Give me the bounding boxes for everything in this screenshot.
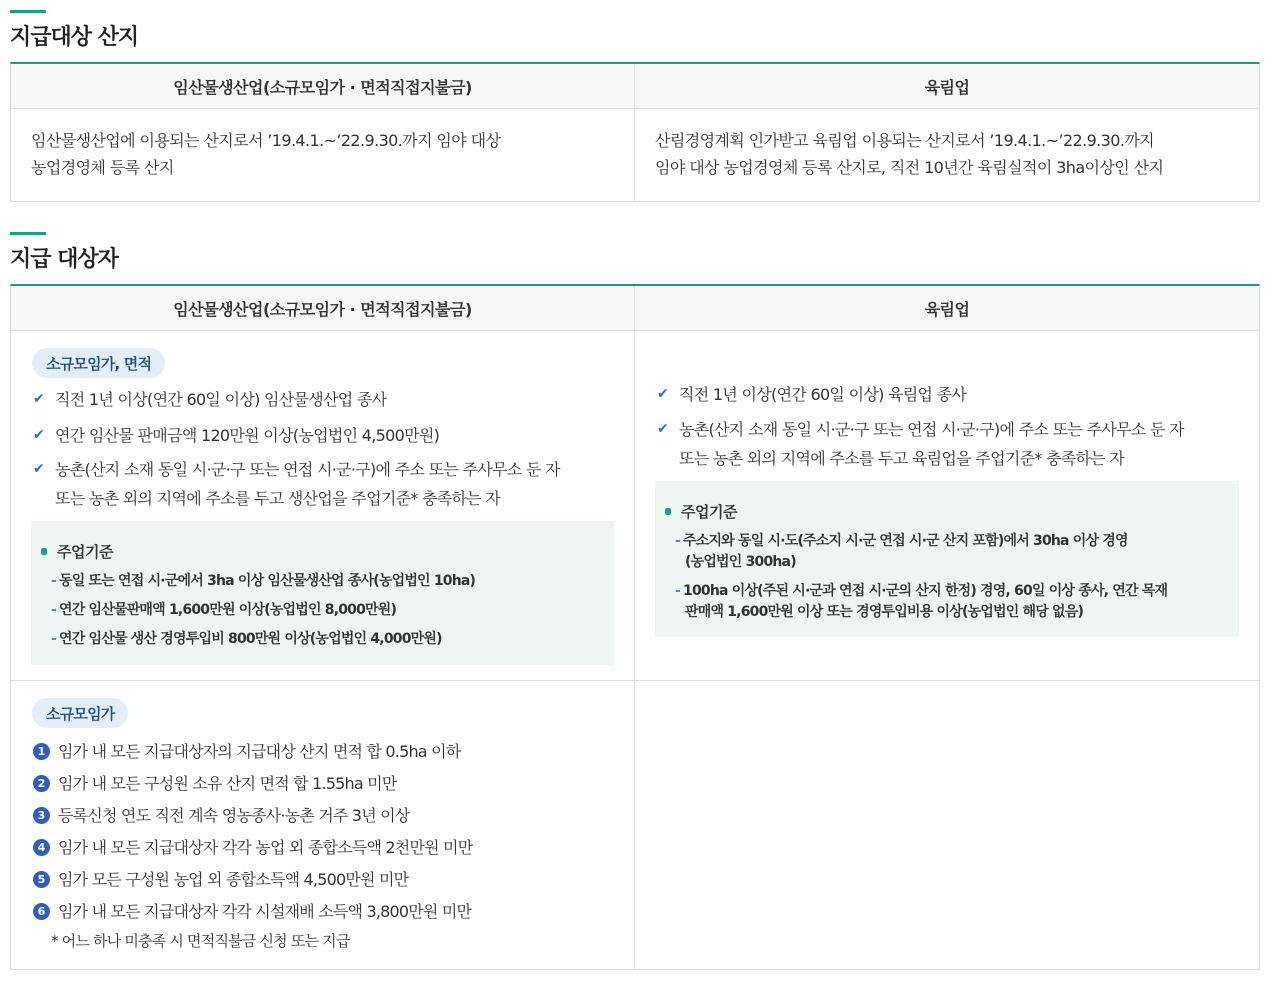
main-occupation-box	[31, 521, 614, 665]
column-header-forest-products: 임산물생산업(소규모임가 · 면적직접지불금)	[11, 286, 635, 331]
column-divider	[634, 286, 635, 969]
main-occupation-box	[655, 481, 1239, 637]
box-item: 판매액 1,600만원 이상 또는 경영투입비용 이상(농업법인 해당 없음)	[685, 604, 1084, 620]
section-eligible-recipients	[10, 232, 1260, 977]
numbered-circle-icon: 2	[33, 775, 50, 792]
section-target-forest	[10, 10, 1260, 205]
check-icon: ✔	[33, 461, 45, 477]
column-divider	[634, 64, 635, 201]
heading-accent-bar	[10, 10, 46, 13]
numbered-circle-icon: 5	[33, 871, 50, 888]
column-header-forest-products: 임산물생산업(소규모임가 · 면적직접지불금)	[11, 64, 635, 109]
box-item: - 연간 임산물판매액 1,600만원 이상(농업법인 8,000만원)	[51, 602, 397, 618]
check-icon: ✔	[33, 427, 45, 443]
check-icon: ✔	[657, 421, 669, 437]
category-pill: 소규모임가	[32, 698, 128, 728]
heading-accent-bar	[10, 232, 46, 235]
cell-text: 임야 대상 농업경영체 등록 산지로, 직전 10년간 육림실적이 3ha이상인 산지	[655, 158, 1164, 177]
box-item: - 주소지와 동일 시·도(주소지 시·군 연접 시·군 산지 포함)에서 30ha 이상 경영	[675, 533, 1128, 549]
numbered-circle-icon: 3	[33, 807, 50, 824]
box-item: - 연간 임산물 생산 경영투입비 800만원 이상(농업법인 4,000만원)	[51, 631, 442, 647]
box-title: 주업기준	[57, 543, 113, 561]
column-header-silviculture: 육림업	[635, 64, 1259, 109]
footnote: * 어느 하나 미충족 시 면적직불금 신청 또는 지급	[51, 932, 350, 950]
green-dot-icon	[665, 508, 671, 515]
box-item: - 100ha 이상(주된 시·군과 연접 시·군의 산지 한정) 경영, 60일 이상 종사, 연간 목재	[675, 583, 1168, 599]
check-icon: ✔	[33, 391, 45, 407]
box-item: - 동일 또는 연접 시·군에서 3ha 이상 임산물생산업 종사(농업법인 10ha)	[51, 573, 476, 589]
box-title: 주업기준	[681, 503, 737, 521]
section-title: 지급 대상자	[10, 247, 118, 272]
eligible-recipients-table: 임산물생산업(소규모임가 · 면적직접지불금) 육림업 소규모임가, 면적 ✔ 직전 1년 이상(연간 60일 이상) 임산물생산업 종사 ✔ 연간 임산물 판매금액 120만원 이상(농업법인 4,500만원) ✔ 농촌(산지 소재 동일 시·군·구 또는 연접 시·군·구)에 주소 또는 주사무소 둔 자 또는 농촌 외의 지역에 주소를 두고 생산업을 주업기준* 충족하는 자 주업기준 - 동일 또는 연접 시·군에서 3ha 이상 임산물생산업 종사(농업법인 10ha) - 연간 임산물판매액 1,600만원 이상(농업법인 8,000만원) - 연간 임산물 생산 경영투입비 800만원 이상(농업법인 4,000만원) ✔ 직전 1년 이상(연간 60일 이상) 육림업 종사 ✔ 농촌(산지 소재 동일 시·군·구 또는 연접 시·군·구)에 주소 또는 주사무소 둔 자 또는 농촌 외의 지역에 주소를 두고 육림업을 주업기준* 충족하는 자 주업기준 - 주소지와 동일 시·도(주소지 시·군 연접 시·군 산지 포함)에서 30ha 이상 경영 (농업법인 300ha) - 100ha 이상(주된 시·군과 연접 시·군의 산지 한정) 경영, 60일 이상 종사, 연간 목재 판매액 1,600만원 이상 또는 경영투입비용 이상(농업법인 해당 없음) 소규모임가 1 임가 내 모든 지급대상자의 지급대상 산지 면적 합 0.5ha 이하 2 임가 내 모든 구성원 소유 산지 면적 합 1.55ha 미만 3 등록신청 연도 직전 계속 영농종사·농촌 거주 3년 이상 4 임가 내 모든 지급대상자 각각 농업 외 종합소득액 2천만원 미만 5 임가 모든 구성원 농업 외 종합소득액 4,500만원 미만 6 임가 내 모든 지급대상자 각각 시설재배 소득액 3,800만원 미만 * 어느 하나 미충족 시 면적직불금 신청 또는 지급	[10, 284, 1260, 970]
numbered-circle-icon: 6	[33, 903, 50, 920]
cell-text: 농업경영체 등록 산지	[31, 158, 174, 177]
cell-text: 임산물생산업에 이용되는 산지로서 ’19.4.1.~’22.9.30.까지 임야 대상	[31, 131, 501, 150]
target-forest-table	[10, 62, 1260, 202]
numbered-circle-icon: 4	[33, 839, 50, 856]
check-icon: ✔	[657, 386, 669, 402]
section-title: 지급대상 산지	[10, 25, 139, 50]
category-pill: 소규모임가, 면적	[32, 348, 165, 378]
cell-text: 산림경영계획 인가받고 육림업 이용되는 산지로서 ’19.4.1.~’22.9.30.까지	[655, 131, 1155, 150]
column-header-silviculture: 육림업	[635, 286, 1259, 331]
numbered-circle-icon: 1	[33, 743, 50, 760]
row-divider	[11, 680, 1259, 681]
box-item: (농업법인 300ha)	[685, 554, 796, 570]
green-dot-icon	[41, 548, 47, 555]
